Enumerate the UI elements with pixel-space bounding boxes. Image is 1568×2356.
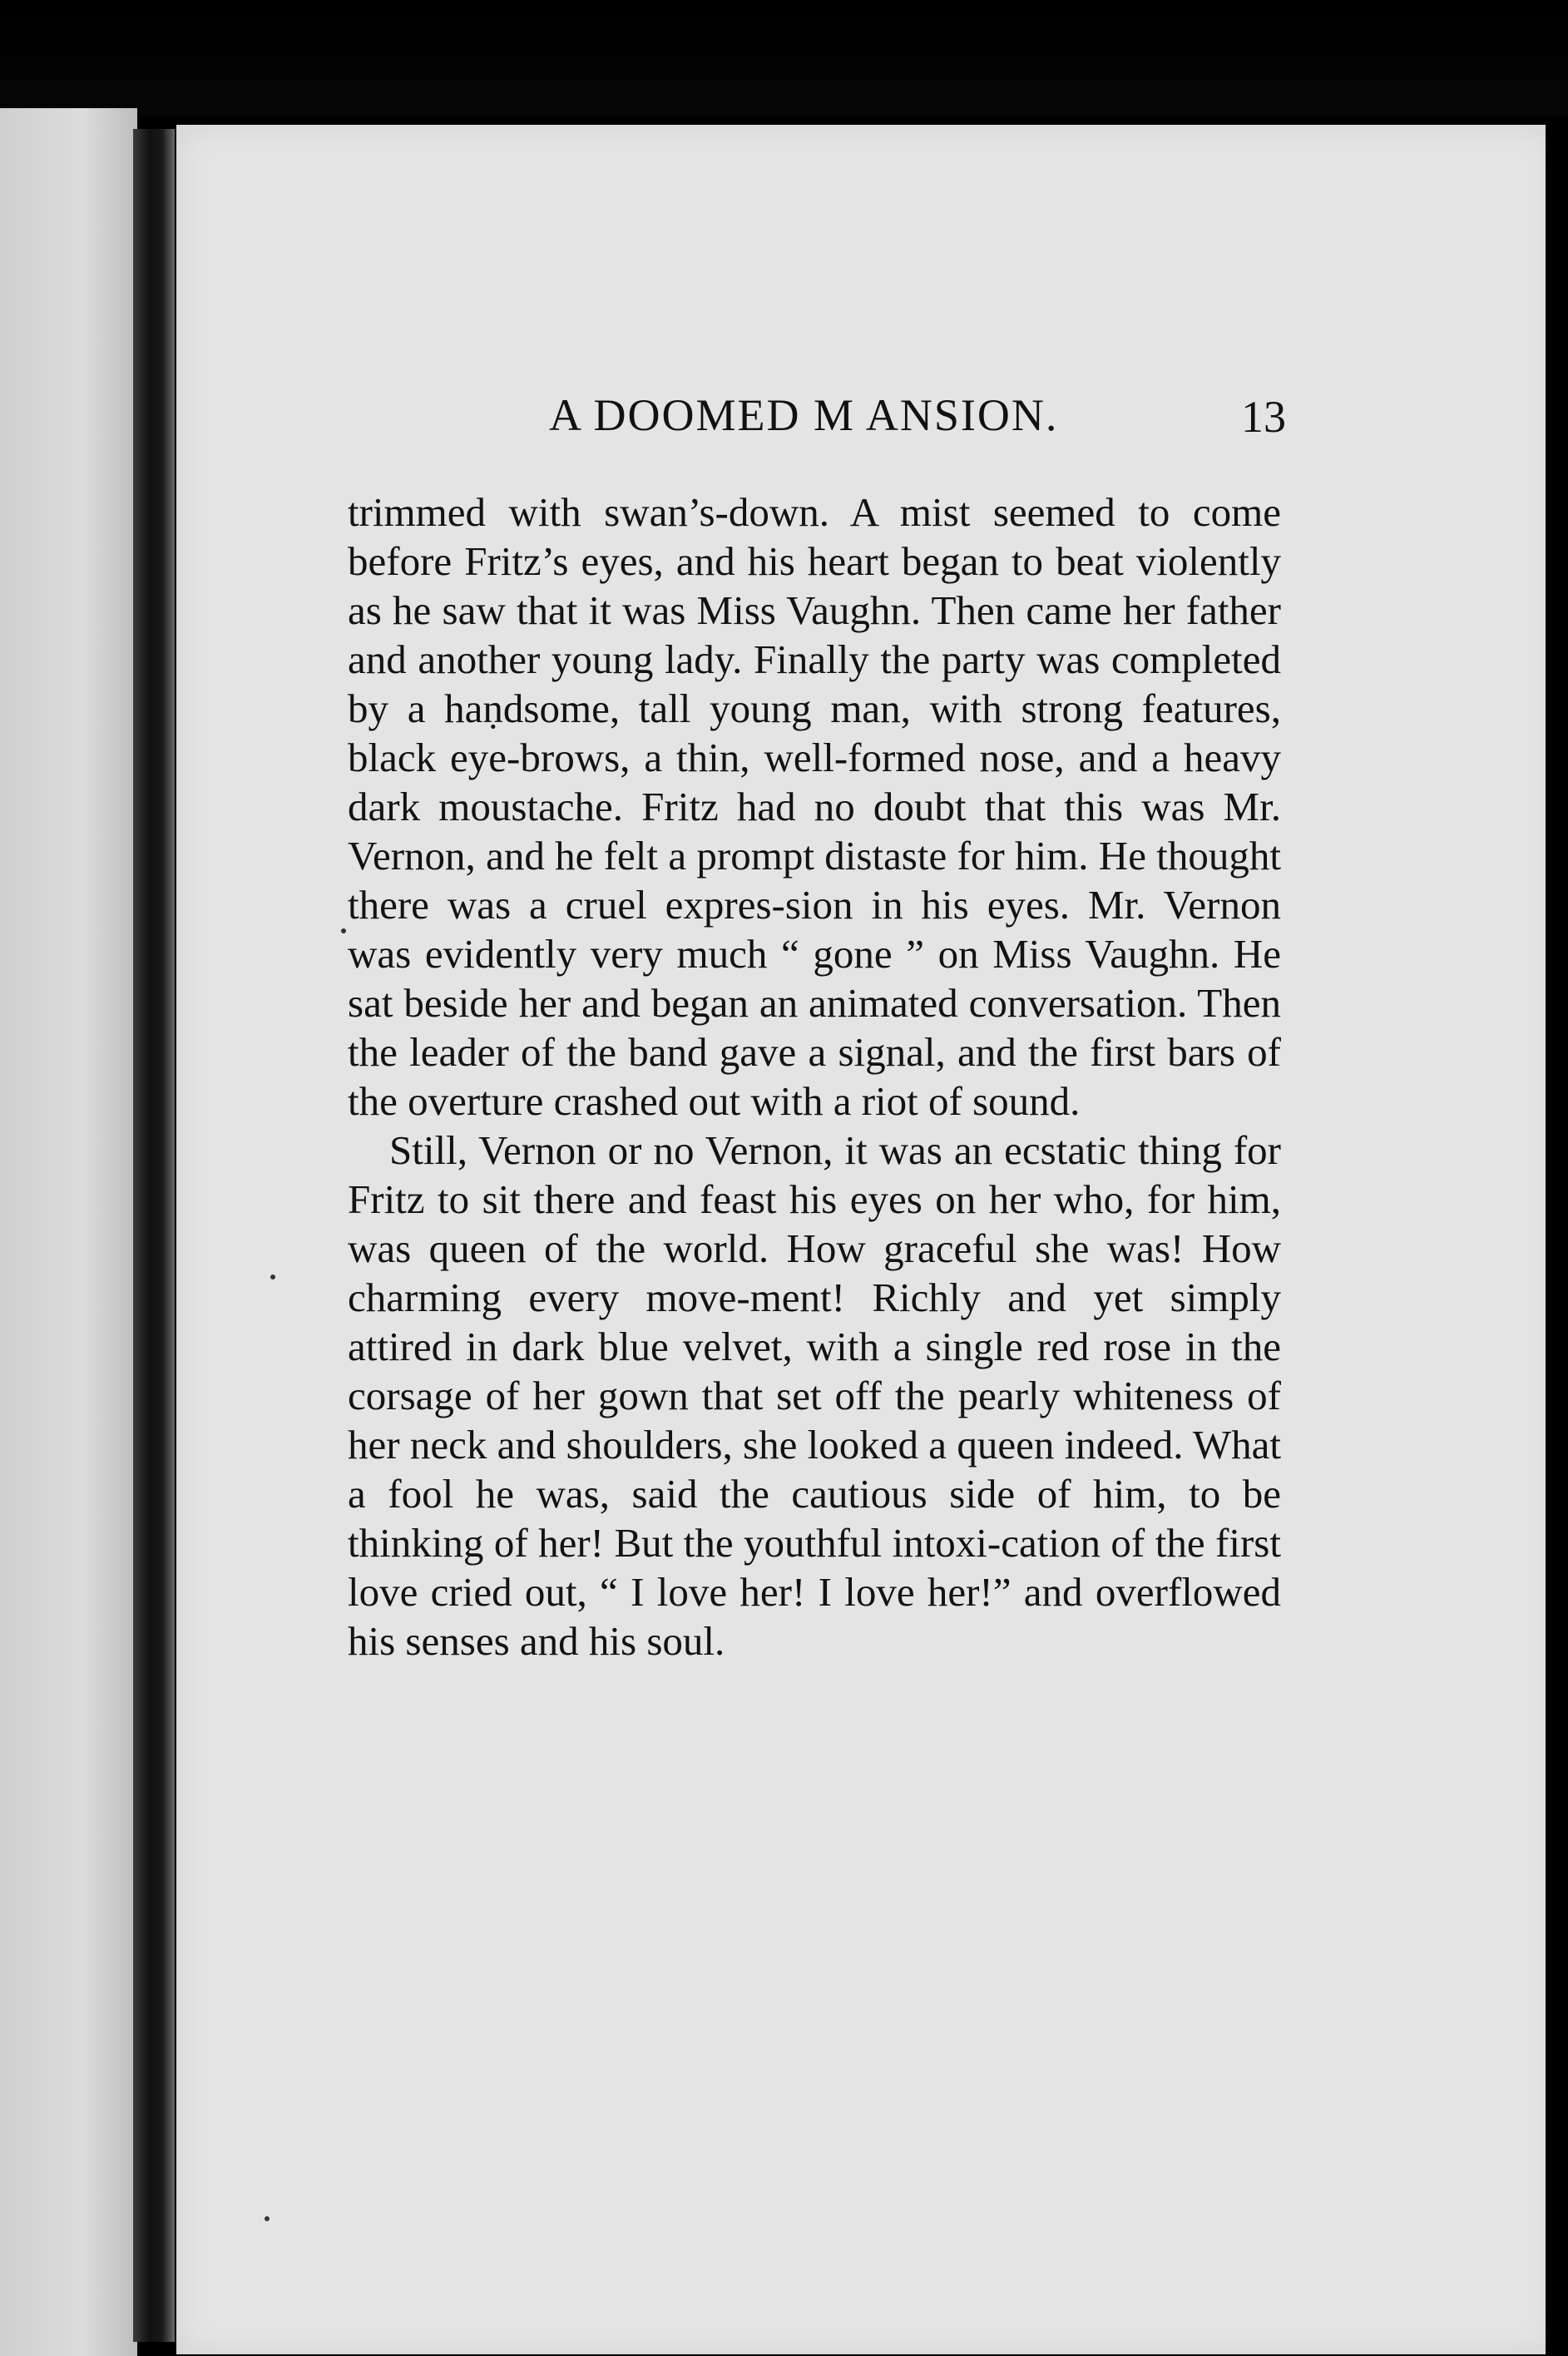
scan-speck xyxy=(265,2216,270,2221)
book-gutter xyxy=(133,129,175,2342)
page-header xyxy=(0,389,1568,448)
paragraph: Still, Vernon or no Vernon, it was an ecstatic thing for Fritz to sit there and feast his eyes on her who, for him, was queen of the world. How graceful she was! How charming every move-ment! Richly and yet simply attired in dark blue velvet, with a single red rose in the corsage of her gown that set off the pearly whiteness of her neck and shoulders, she looked a queen indeed. What a fool he was, said the cautious side of him, to be thinking of her! But the youthful intoxi-cation of the first love cried out, “ I love her! I love her!” and overflowed his senses and his soul. xyxy=(348,1127,1281,1664)
scan-right-border xyxy=(1546,125,1568,2356)
body-text xyxy=(348,488,1281,1666)
scan-speck xyxy=(270,1275,275,1279)
scan-speck xyxy=(341,928,346,933)
scan-top-border xyxy=(0,0,1568,116)
running-title: A DOOMED M ANSION. xyxy=(549,390,1059,440)
paragraph: trimmed with swan’s-down. A mist seemed to come before Fritz’s eyes, and his heart began to beat violently as he saw that it was Miss Vaughn. Then came her father and another young lady. Finally the party was completed by a haṇdsome, tall young man, with strong features, black eye-brows, a thin, well-formed nose, and a heavy dark moustache. Fritz had no doubt that this was Mr. Vernon, and he felt a prompt distaste for him. He thought there was a cruel expres-sion in his eyes. Mr. Vernon was evidently very much “ gone ” on Miss Vaughn. He sat beside her and began an animated conversation. Then the leader of the band gave a signal, and the first bars of the overture crashed out with a riot of sound. xyxy=(348,489,1281,1124)
page-number: 13 xyxy=(1241,392,1286,442)
